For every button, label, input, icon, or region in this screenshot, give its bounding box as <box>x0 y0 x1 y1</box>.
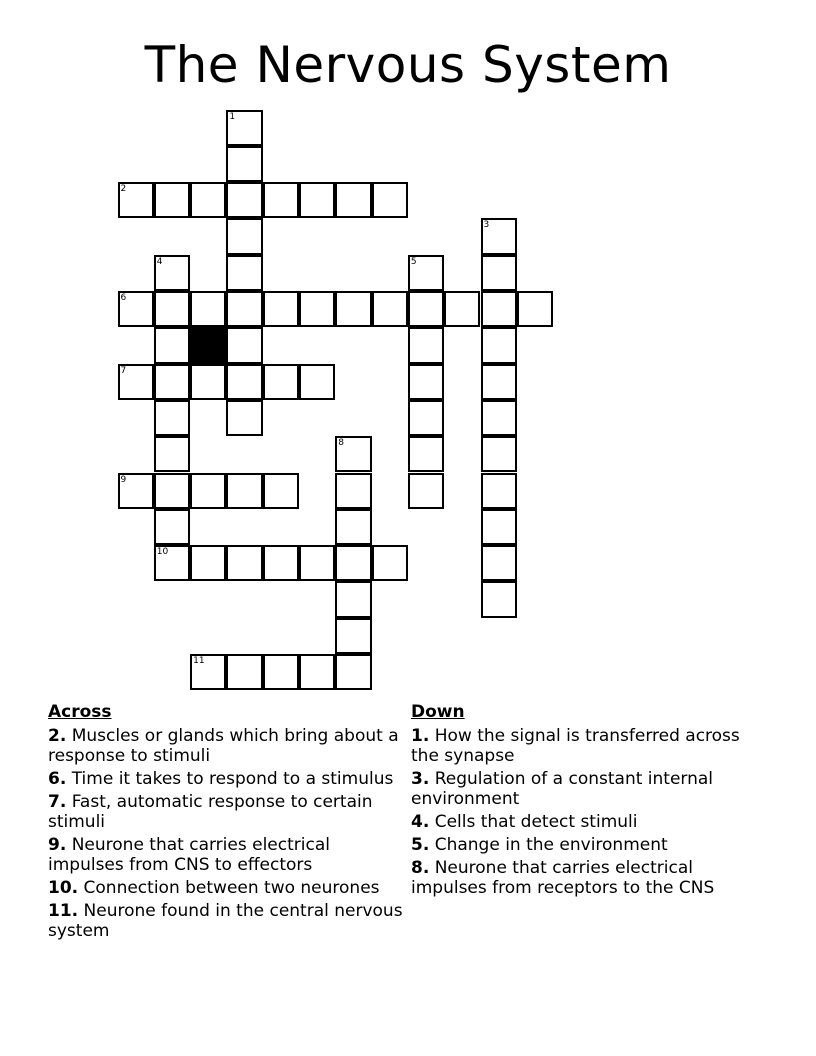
clue-item-number: 6. <box>48 769 67 789</box>
grid-cell[interactable] <box>154 291 190 327</box>
grid-cell[interactable] <box>190 364 226 400</box>
grid-cell[interactable] <box>372 182 408 218</box>
clue-number: 5 <box>410 256 417 267</box>
grid-cell[interactable] <box>226 327 262 363</box>
clue-item <box>411 835 771 855</box>
grid-cell[interactable] <box>408 291 444 327</box>
clue-item-number: 4. <box>411 812 430 832</box>
clue-item <box>48 792 408 832</box>
grid-cell[interactable] <box>154 473 190 509</box>
grid-cell[interactable] <box>481 364 517 400</box>
clue-number: 8 <box>338 438 345 449</box>
grid-cell[interactable] <box>299 182 335 218</box>
across-clues <box>48 702 408 944</box>
grid-cell[interactable] <box>263 473 299 509</box>
page-title: The Nervous System <box>144 36 672 94</box>
grid-cell[interactable] <box>481 291 517 327</box>
grid-cell[interactable] <box>154 255 190 291</box>
grid-cell[interactable] <box>190 654 226 690</box>
grid-cell[interactable] <box>226 255 262 291</box>
grid-cell[interactable] <box>335 545 371 581</box>
grid-cell[interactable] <box>481 218 517 254</box>
clue-item-text: Muscles or glands which bring about a response to stimuli <box>48 726 399 766</box>
grid-cell[interactable] <box>263 364 299 400</box>
clue-item <box>48 769 408 789</box>
grid-cell[interactable] <box>481 545 517 581</box>
grid-cell[interactable] <box>408 255 444 291</box>
grid-cell[interactable] <box>481 327 517 363</box>
clue-item <box>48 835 408 875</box>
grid-cell[interactable] <box>118 364 154 400</box>
grid-cell[interactable] <box>299 545 335 581</box>
grid-cell[interactable] <box>335 509 371 545</box>
grid-cell[interactable] <box>190 291 226 327</box>
clue-item <box>411 858 771 898</box>
grid-cell[interactable] <box>226 400 262 436</box>
grid-cell[interactable] <box>226 291 262 327</box>
clue-number: 7 <box>120 365 127 376</box>
grid-cell[interactable] <box>263 291 299 327</box>
grid-cell[interactable] <box>335 182 371 218</box>
grid-cell[interactable] <box>335 654 371 690</box>
grid-cell[interactable] <box>154 400 190 436</box>
clue-item-text: Neurone found in the central nervous system <box>48 901 403 941</box>
grid-cell[interactable] <box>154 182 190 218</box>
clue-item-number: 10. <box>48 878 79 898</box>
grid-cell[interactable] <box>408 436 444 472</box>
clue-number: 2 <box>120 184 127 195</box>
clue-item-text: Cells that detect stimuli <box>429 812 638 832</box>
grid-cell[interactable] <box>408 364 444 400</box>
grid-cell[interactable] <box>444 291 480 327</box>
grid-cell[interactable] <box>118 473 154 509</box>
grid-cell[interactable] <box>335 473 371 509</box>
grid-cell[interactable] <box>226 110 262 146</box>
clue-number: 9 <box>120 474 127 485</box>
grid-cell[interactable] <box>481 473 517 509</box>
grid-cell[interactable] <box>226 545 262 581</box>
clue-item-text: How the signal is transferred across the synapse <box>411 726 740 766</box>
clue-item-number: 3. <box>411 769 430 789</box>
grid-cell[interactable] <box>481 400 517 436</box>
grid-cell[interactable] <box>226 654 262 690</box>
grid-cell[interactable] <box>190 182 226 218</box>
clue-item-text: Neurone that carries electrical impulses from CNS to effectors <box>48 835 330 875</box>
grid-cell[interactable] <box>118 291 154 327</box>
clue-item-text: Change in the environment <box>429 835 668 855</box>
grid-cell[interactable] <box>226 364 262 400</box>
grid-cell[interactable] <box>335 581 371 617</box>
grid-cell[interactable] <box>481 581 517 617</box>
clue-item-number: 5. <box>411 835 430 855</box>
grid-cell[interactable] <box>263 654 299 690</box>
clue-item-text: Time it takes to respond to a stimulus <box>66 769 394 789</box>
grid-cell[interactable] <box>299 291 335 327</box>
grid-cell[interactable] <box>154 327 190 363</box>
grid-cell[interactable] <box>154 509 190 545</box>
clue-item <box>411 812 771 832</box>
grid-cell[interactable] <box>481 255 517 291</box>
grid-cell[interactable] <box>299 364 335 400</box>
clue-item <box>411 726 771 766</box>
grid-cell[interactable] <box>335 436 371 472</box>
clue-item <box>411 769 771 809</box>
grid-cell[interactable] <box>517 291 553 327</box>
clue-item <box>48 878 408 898</box>
clue-item-number: 8. <box>411 858 430 878</box>
grid-cell[interactable] <box>335 618 371 654</box>
clue-number: 4 <box>156 256 163 267</box>
clue-item-number: 9. <box>48 835 67 855</box>
clue-number: 3 <box>483 220 490 231</box>
grid-cell[interactable] <box>408 400 444 436</box>
grid-cell[interactable] <box>299 654 335 690</box>
clue-number: 6 <box>120 293 127 303</box>
grid-cell[interactable] <box>408 327 444 363</box>
grid-cell[interactable] <box>154 364 190 400</box>
clue-item-number: 11. <box>48 901 79 921</box>
grid-cell[interactable] <box>226 182 262 218</box>
grid-cell[interactable] <box>226 473 262 509</box>
clue-number: 1 <box>229 111 236 122</box>
clue-item-text: Fast, automatic response to certain stimuli <box>48 792 373 832</box>
across-heading: Across <box>48 702 112 722</box>
grid-cell[interactable] <box>154 436 190 472</box>
black-cell <box>190 327 226 363</box>
clue-item-text: Neurone that carries electrical impulses from receptors to the CNS <box>411 858 715 898</box>
grid-cell[interactable] <box>481 436 517 472</box>
grid-cell[interactable] <box>263 545 299 581</box>
grid-cell[interactable] <box>372 545 408 581</box>
down-clue-list <box>411 726 771 898</box>
clue-item-text: Regulation of a constant internal environment <box>411 769 714 809</box>
clue-item-number: 1. <box>411 726 430 746</box>
clue-number: 10 <box>156 547 169 558</box>
grid-cell[interactable] <box>263 182 299 218</box>
clue-item-number: 7. <box>48 792 67 812</box>
grid-cell[interactable] <box>154 545 190 581</box>
grid-cell[interactable] <box>226 218 262 254</box>
grid-cell[interactable] <box>481 509 517 545</box>
grid-cell[interactable] <box>335 291 371 327</box>
clue-item <box>48 726 408 766</box>
grid-cell[interactable] <box>372 291 408 327</box>
across-clue-list <box>48 726 408 941</box>
clue-number: 11 <box>193 656 205 666</box>
clue-item <box>48 901 408 941</box>
grid-cell[interactable] <box>190 545 226 581</box>
grid-cell[interactable] <box>190 473 226 509</box>
clue-item-text: Connection between two neurones <box>78 878 380 898</box>
grid-cell[interactable] <box>118 182 154 218</box>
down-heading: Down <box>411 702 465 722</box>
grid-cell[interactable] <box>226 146 262 182</box>
clue-item-number: 2. <box>48 726 67 746</box>
grid-cell[interactable] <box>408 473 444 509</box>
down-clues <box>411 702 771 901</box>
